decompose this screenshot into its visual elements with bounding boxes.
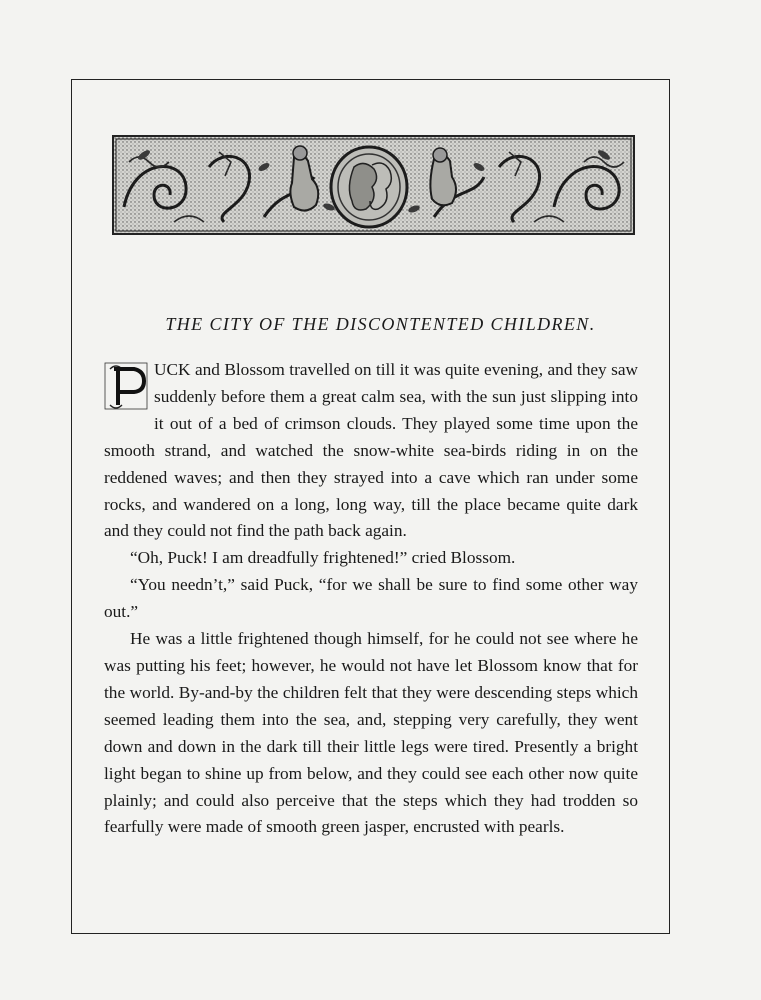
paragraph: [104, 357, 638, 545]
paragraph: “You needn’t,” said Puck, “for we shall be sure to find some other way out.”: [104, 575, 638, 622]
ornament-illustration: [114, 137, 633, 233]
body-text: [104, 357, 638, 841]
decorative-engraved-banner: [112, 135, 635, 235]
paragraph: He was a little frightened though himself, for he could not see where he was putting his feet; however, he would not have let Blossom know that for the world. By-and-by the children felt that they were descending steps which seemed leading them into the sea, and, stepping very carefully, they went down and down in the dark till their little legs were tired. Presently a bright light began to shine up from below, and they could see each other now quite plainly; and could also perceive that the steps which they had trodden so fearfully were made of smooth green jasper, encrusted with pearls.: [104, 629, 638, 837]
paragraph: “Oh, Puck! I am dreadfully frightened!” cried Blossom.: [130, 548, 516, 568]
chapter-title: THE CITY OF THE DISCONTENTED CHILDREN.: [165, 314, 596, 334]
paragraph-text: UCK and Blossom travelled on till it was quite evening, and they saw suddenly before them a great calm sea, with the sun just slipping into it out of a bed of crimson clouds. They played some time upon the smooth strand, and watched the snow-white sea-birds riding in on the reddened waves; and then they strayed into a cave which ran under some rocks, and wandered on a long, long way, till the place became quite dark and they could not find the path back again.: [104, 360, 638, 541]
decorative-initial-p: [104, 361, 148, 411]
drop-cap: [104, 361, 148, 411]
